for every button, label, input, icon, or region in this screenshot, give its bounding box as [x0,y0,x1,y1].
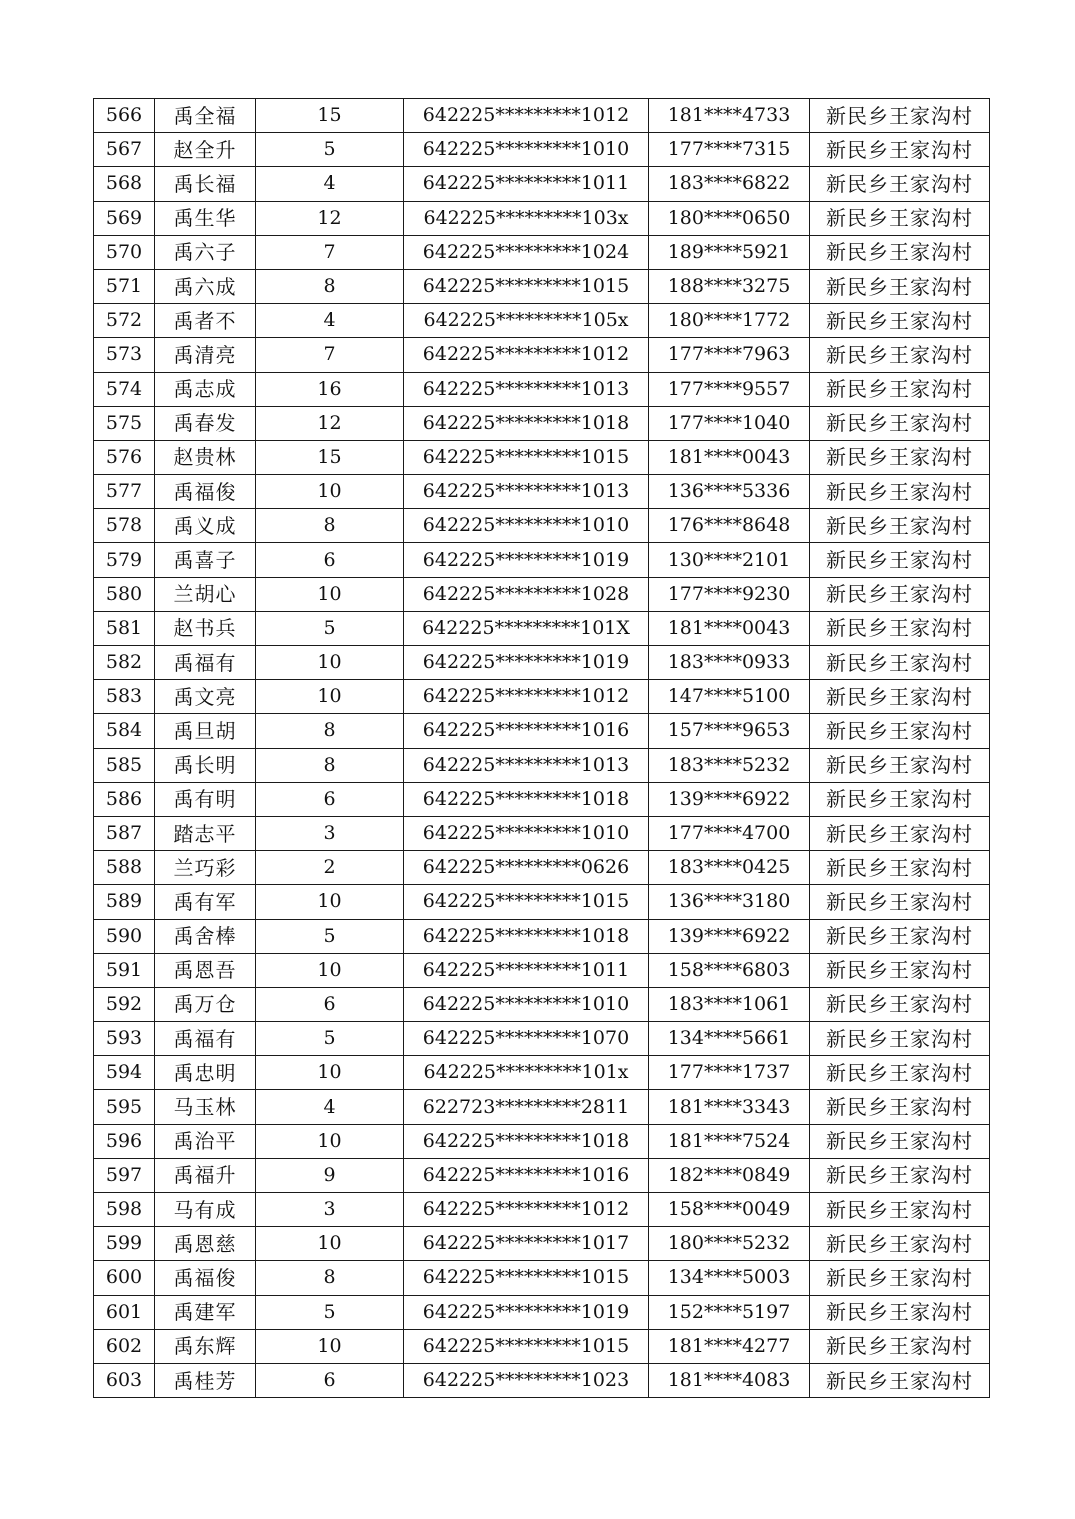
phone-cell: 188****3275 [649,269,810,303]
count-cell: 12 [256,201,404,235]
village-cell: 新民乡王家沟村 [810,372,990,406]
person-name-cell: 禹志成 [155,372,256,406]
village-cell: 新民乡王家沟村 [810,1295,990,1329]
row-number-cell: 569 [94,201,155,235]
table-row [94,338,990,372]
table-row [94,1158,990,1192]
count-cell: 7 [256,235,404,269]
table-row [94,851,990,885]
id-number-cell: 642225*********1012 [404,338,649,372]
row-number-cell: 592 [94,987,155,1021]
village-cell: 新民乡王家沟村 [810,235,990,269]
phone-cell: 180****5232 [649,1227,810,1261]
count-cell: 10 [256,1056,404,1090]
person-name-cell: 禹舍棒 [155,919,256,953]
id-number-cell: 642225*********1023 [404,1363,649,1397]
row-number-cell: 582 [94,646,155,680]
person-name-cell: 禹恩吾 [155,953,256,987]
village-cell: 新民乡王家沟村 [810,167,990,201]
village-cell: 新民乡王家沟村 [810,1124,990,1158]
count-cell: 10 [256,680,404,714]
village-cell: 新民乡王家沟村 [810,543,990,577]
table-row [94,1090,990,1124]
table-row [94,1227,990,1261]
count-cell: 5 [256,919,404,953]
table-row [94,782,990,816]
phone-cell: 139****6922 [649,782,810,816]
table-row [94,1329,990,1363]
id-number-cell: 642225*********1019 [404,646,649,680]
table-row [94,1193,990,1227]
count-cell: 3 [256,816,404,850]
id-number-cell: 642225*********1011 [404,167,649,201]
id-number-cell: 642225*********1018 [404,1124,649,1158]
id-number-cell: 642225*********1012 [404,1193,649,1227]
count-cell: 6 [256,782,404,816]
id-number-cell: 642225*********1019 [404,1295,649,1329]
village-cell: 新民乡王家沟村 [810,851,990,885]
id-number-cell: 642225*********1010 [404,133,649,167]
village-cell: 新民乡王家沟村 [810,646,990,680]
table-row [94,475,990,509]
row-number-cell: 597 [94,1158,155,1192]
village-cell: 新民乡王家沟村 [810,953,990,987]
count-cell: 5 [256,1295,404,1329]
village-cell: 新民乡王家沟村 [810,1090,990,1124]
phone-cell: 177****1040 [649,406,810,440]
village-cell: 新民乡王家沟村 [810,577,990,611]
table-row [94,406,990,440]
phone-cell: 181****3343 [649,1090,810,1124]
count-cell: 9 [256,1158,404,1192]
count-cell: 16 [256,372,404,406]
phone-cell: 134****5003 [649,1261,810,1295]
person-name-cell: 禹长明 [155,748,256,782]
person-name-cell: 禹喜子 [155,543,256,577]
row-number-cell: 572 [94,304,155,338]
person-name-cell: 禹全福 [155,99,256,133]
person-name-cell: 禹治平 [155,1124,256,1158]
village-cell: 新民乡王家沟村 [810,714,990,748]
person-name-cell: 赵全升 [155,133,256,167]
table-row [94,646,990,680]
count-cell: 6 [256,987,404,1021]
count-cell: 4 [256,1090,404,1124]
count-cell: 15 [256,99,404,133]
table-row [94,611,990,645]
person-name-cell: 踏志平 [155,816,256,850]
person-name-cell: 禹有军 [155,885,256,919]
id-number-cell: 642225*********1013 [404,748,649,782]
count-cell: 10 [256,577,404,611]
row-number-cell: 578 [94,509,155,543]
table-row [94,1124,990,1158]
id-number-cell: 642225*********1070 [404,1022,649,1056]
table-row [94,816,990,850]
row-number-cell: 571 [94,269,155,303]
row-number-cell: 585 [94,748,155,782]
table-row [94,235,990,269]
count-cell: 10 [256,1329,404,1363]
phone-cell: 181****0043 [649,611,810,645]
phone-cell: 177****7315 [649,133,810,167]
id-number-cell: 642225*********1013 [404,372,649,406]
row-number-cell: 567 [94,133,155,167]
row-number-cell: 579 [94,543,155,577]
table-row [94,509,990,543]
phone-cell: 181****7524 [649,1124,810,1158]
person-name-cell: 禹忠明 [155,1056,256,1090]
person-name-cell: 禹福有 [155,646,256,680]
person-name-cell: 禹旦胡 [155,714,256,748]
id-number-cell: 642225*********1017 [404,1227,649,1261]
table-row [94,987,990,1021]
person-name-cell: 禹六成 [155,269,256,303]
id-number-cell: 642225*********1015 [404,885,649,919]
row-number-cell: 600 [94,1261,155,1295]
row-number-cell: 586 [94,782,155,816]
id-number-cell: 642225*********1018 [404,406,649,440]
count-cell: 4 [256,167,404,201]
person-name-cell: 禹春发 [155,406,256,440]
id-number-cell: 642225*********0626 [404,851,649,885]
person-name-cell: 禹有明 [155,782,256,816]
phone-cell: 176****8648 [649,509,810,543]
id-number-cell: 642225*********101x [404,1056,649,1090]
count-cell: 6 [256,543,404,577]
count-cell: 6 [256,1363,404,1397]
village-cell: 新民乡王家沟村 [810,304,990,338]
table-row [94,919,990,953]
phone-cell: 189****5921 [649,235,810,269]
table-row [94,1363,990,1397]
id-number-cell: 642225*********1015 [404,440,649,474]
phone-cell: 136****5336 [649,475,810,509]
table-row [94,680,990,714]
village-cell: 新民乡王家沟村 [810,406,990,440]
phone-cell: 130****2101 [649,543,810,577]
phone-cell: 158****0049 [649,1193,810,1227]
row-number-cell: 584 [94,714,155,748]
row-number-cell: 594 [94,1056,155,1090]
id-number-cell: 642225*********1011 [404,953,649,987]
village-cell: 新民乡王家沟村 [810,816,990,850]
person-name-cell: 马玉林 [155,1090,256,1124]
phone-cell: 177****1737 [649,1056,810,1090]
id-number-cell: 642225*********101X [404,611,649,645]
person-name-cell: 赵书兵 [155,611,256,645]
person-name-cell: 兰胡心 [155,577,256,611]
village-cell: 新民乡王家沟村 [810,1022,990,1056]
table-row [94,748,990,782]
person-name-cell: 禹福俊 [155,475,256,509]
row-number-cell: 588 [94,851,155,885]
village-cell: 新民乡王家沟村 [810,99,990,133]
row-number-cell: 581 [94,611,155,645]
id-number-cell: 642225*********1024 [404,235,649,269]
id-number-cell: 642225*********1012 [404,99,649,133]
phone-cell: 180****1772 [649,304,810,338]
row-number-cell: 589 [94,885,155,919]
village-cell: 新民乡王家沟村 [810,133,990,167]
table-row [94,953,990,987]
person-name-cell: 禹生华 [155,201,256,235]
id-number-cell: 642225*********1010 [404,816,649,850]
village-cell: 新民乡王家沟村 [810,987,990,1021]
phone-cell: 177****9230 [649,577,810,611]
count-cell: 10 [256,475,404,509]
person-name-cell: 禹东辉 [155,1329,256,1363]
person-name-cell: 赵贵林 [155,440,256,474]
village-cell: 新民乡王家沟村 [810,611,990,645]
phone-cell: 181****0043 [649,440,810,474]
count-cell: 2 [256,851,404,885]
person-name-cell: 禹福升 [155,1158,256,1192]
count-cell: 3 [256,1193,404,1227]
row-number-cell: 566 [94,99,155,133]
table-row [94,885,990,919]
table-row [94,1295,990,1329]
person-name-cell: 禹义成 [155,509,256,543]
phone-cell: 183****1061 [649,987,810,1021]
person-name-cell: 禹者不 [155,304,256,338]
row-number-cell: 596 [94,1124,155,1158]
roster-table [93,98,990,1398]
village-cell: 新民乡王家沟村 [810,1261,990,1295]
count-cell: 8 [256,509,404,543]
person-name-cell: 禹六子 [155,235,256,269]
count-cell: 5 [256,133,404,167]
id-number-cell: 642225*********1010 [404,987,649,1021]
phone-cell: 177****4700 [649,816,810,850]
table-row [94,304,990,338]
phone-cell: 136****3180 [649,885,810,919]
phone-cell: 177****7963 [649,338,810,372]
count-cell: 10 [256,885,404,919]
count-cell: 15 [256,440,404,474]
id-number-cell: 642225*********1015 [404,1329,649,1363]
table-row [94,133,990,167]
count-cell: 8 [256,1261,404,1295]
phone-cell: 183****0933 [649,646,810,680]
phone-cell: 157****9653 [649,714,810,748]
phone-cell: 152****5197 [649,1295,810,1329]
phone-cell: 134****5661 [649,1022,810,1056]
count-cell: 5 [256,1022,404,1056]
count-cell: 10 [256,1227,404,1261]
row-number-cell: 568 [94,167,155,201]
roster-table-body [94,99,990,1398]
row-number-cell: 577 [94,475,155,509]
table-row [94,1261,990,1295]
table-row [94,440,990,474]
row-number-cell: 573 [94,338,155,372]
person-name-cell: 马有成 [155,1193,256,1227]
village-cell: 新民乡王家沟村 [810,1193,990,1227]
person-name-cell: 禹长福 [155,167,256,201]
village-cell: 新民乡王家沟村 [810,1056,990,1090]
id-number-cell: 642225*********1016 [404,714,649,748]
phone-cell: 183****6822 [649,167,810,201]
table-row [94,167,990,201]
id-number-cell: 642225*********1010 [404,509,649,543]
row-number-cell: 603 [94,1363,155,1397]
person-name-cell: 禹建军 [155,1295,256,1329]
id-number-cell: 642225*********105x [404,304,649,338]
village-cell: 新民乡王家沟村 [810,338,990,372]
person-name-cell: 禹福有 [155,1022,256,1056]
village-cell: 新民乡王家沟村 [810,201,990,235]
id-number-cell: 642225*********1028 [404,577,649,611]
person-name-cell: 禹文亮 [155,680,256,714]
row-number-cell: 598 [94,1193,155,1227]
row-number-cell: 593 [94,1022,155,1056]
id-number-cell: 642225*********1012 [404,680,649,714]
table-row [94,714,990,748]
count-cell: 10 [256,646,404,680]
row-number-cell: 590 [94,919,155,953]
village-cell: 新民乡王家沟村 [810,919,990,953]
row-number-cell: 599 [94,1227,155,1261]
row-number-cell: 576 [94,440,155,474]
table-row [94,1022,990,1056]
id-number-cell: 642225*********1018 [404,782,649,816]
row-number-cell: 602 [94,1329,155,1363]
row-number-cell: 575 [94,406,155,440]
village-cell: 新民乡王家沟村 [810,1158,990,1192]
person-name-cell: 禹万仓 [155,987,256,1021]
id-number-cell: 622723*********2811 [404,1090,649,1124]
id-number-cell: 642225*********1019 [404,543,649,577]
id-number-cell: 642225*********1015 [404,1261,649,1295]
row-number-cell: 587 [94,816,155,850]
table-row [94,269,990,303]
row-number-cell: 583 [94,680,155,714]
id-number-cell: 642225*********1016 [404,1158,649,1192]
count-cell: 8 [256,269,404,303]
count-cell: 4 [256,304,404,338]
person-name-cell: 禹恩慈 [155,1227,256,1261]
phone-cell: 139****6922 [649,919,810,953]
count-cell: 8 [256,714,404,748]
count-cell: 7 [256,338,404,372]
phone-cell: 180****0650 [649,201,810,235]
id-number-cell: 642225*********1015 [404,269,649,303]
village-cell: 新民乡王家沟村 [810,509,990,543]
row-number-cell: 570 [94,235,155,269]
phone-cell: 147****5100 [649,680,810,714]
table-row [94,372,990,406]
table-row [94,577,990,611]
village-cell: 新民乡王家沟村 [810,782,990,816]
phone-cell: 183****5232 [649,748,810,782]
village-cell: 新民乡王家沟村 [810,885,990,919]
row-number-cell: 574 [94,372,155,406]
count-cell: 8 [256,748,404,782]
village-cell: 新民乡王家沟村 [810,269,990,303]
phone-cell: 182****0849 [649,1158,810,1192]
village-cell: 新民乡王家沟村 [810,440,990,474]
phone-cell: 183****0425 [649,851,810,885]
table-row [94,201,990,235]
person-name-cell: 禹清亮 [155,338,256,372]
phone-cell: 181****4733 [649,99,810,133]
count-cell: 5 [256,611,404,645]
row-number-cell: 591 [94,953,155,987]
phone-cell: 177****9557 [649,372,810,406]
row-number-cell: 601 [94,1295,155,1329]
count-cell: 10 [256,953,404,987]
row-number-cell: 595 [94,1090,155,1124]
village-cell: 新民乡王家沟村 [810,1227,990,1261]
village-cell: 新民乡王家沟村 [810,1329,990,1363]
phone-cell: 158****6803 [649,953,810,987]
person-name-cell: 兰巧彩 [155,851,256,885]
person-name-cell: 禹福俊 [155,1261,256,1295]
id-number-cell: 642225*********1013 [404,475,649,509]
table-row [94,543,990,577]
table-row [94,99,990,133]
count-cell: 12 [256,406,404,440]
id-number-cell: 642225*********103x [404,201,649,235]
table-row [94,1056,990,1090]
phone-cell: 181****4083 [649,1363,810,1397]
count-cell: 10 [256,1124,404,1158]
phone-cell: 181****4277 [649,1329,810,1363]
person-name-cell: 禹桂芳 [155,1363,256,1397]
row-number-cell: 580 [94,577,155,611]
village-cell: 新民乡王家沟村 [810,748,990,782]
village-cell: 新民乡王家沟村 [810,680,990,714]
village-cell: 新民乡王家沟村 [810,475,990,509]
id-number-cell: 642225*********1018 [404,919,649,953]
village-cell: 新民乡王家沟村 [810,1363,990,1397]
